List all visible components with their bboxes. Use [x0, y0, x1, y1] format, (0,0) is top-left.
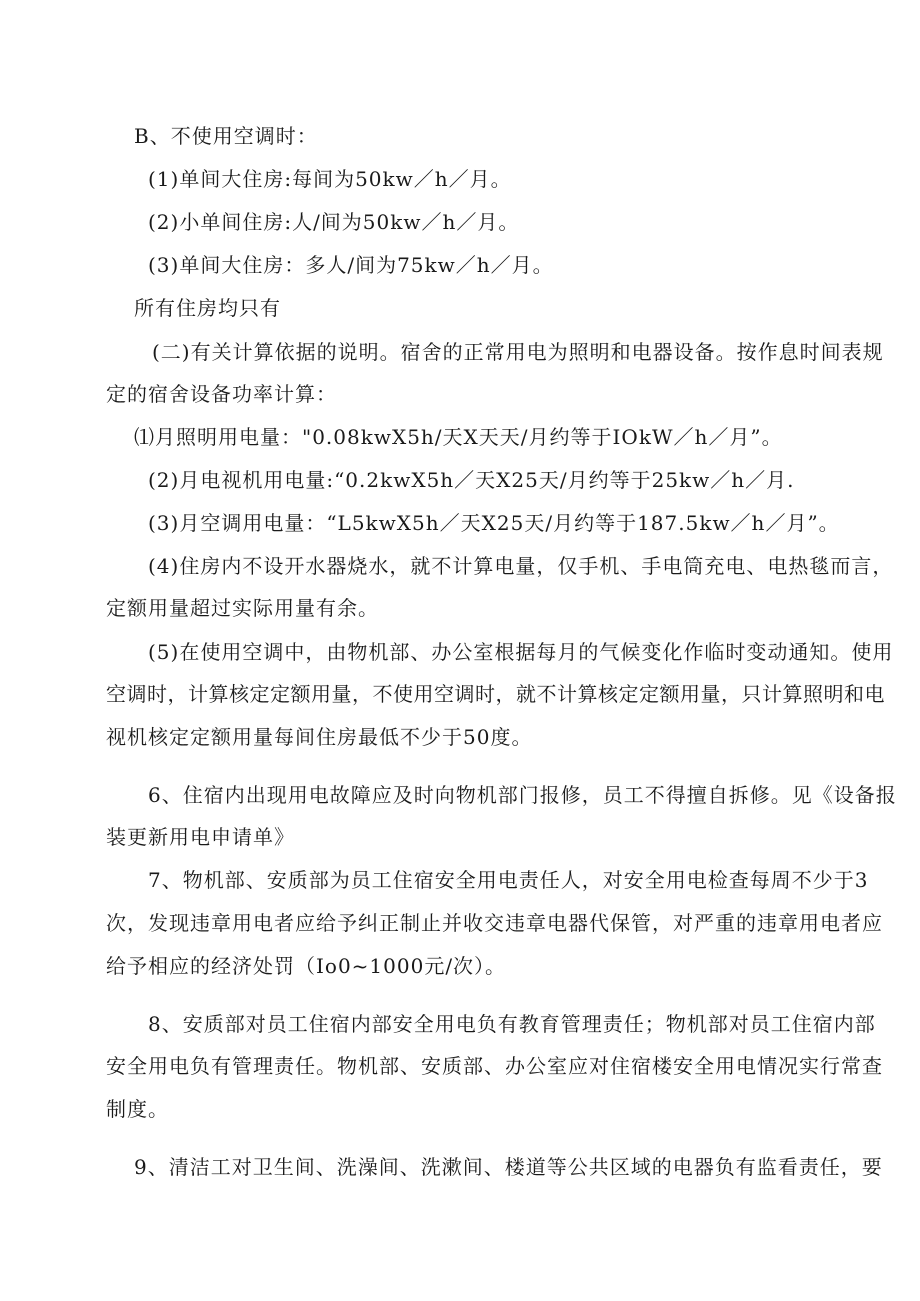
section-two-item-5-line-2: 空调时，计算核定定额用量，不使用空调时，就不计算核定定额用量，只计算照明和电	[106, 682, 885, 706]
clause-8-line-3: 制度。	[106, 1097, 169, 1121]
clause-8-line-1: 8、安质部对员工住宿内部安全用电负有教育管理责任；物机部对员工住宿内部	[148, 1012, 876, 1036]
section-two-item-5-line-1: (5)在使用空调中，由物机部、办公室根据每月的气候变化作临时变动通知。使用	[148, 640, 894, 664]
clause-7-line-2: 次，发现违章用电者应给予纠正制止并收交违章电器代保管，对严重的违章用电者应	[106, 911, 883, 935]
clause-9-line-1: 9、清洁工对卫生间、洗澡间、洗漱间、楼道等公共区域的电器负有监看责任，要	[134, 1155, 883, 1179]
section-b-heading: B、不使用空调时：	[134, 124, 318, 148]
section-two-item-3: (3)月空调用电量：“L5kwX5h／天X25天/月约等于187.5kw／h／月”。	[148, 511, 840, 535]
section-two-intro-line-1: (二)有关计算依据的说明。宿舍的正常用电为照明和电器设备。按作息时间表规	[152, 340, 884, 364]
section-two-item-2: (2)月电视机用电量:“0.2kwX5h／天X25天/月约等于25kw／h／月.	[148, 468, 795, 492]
section-b-item-3: (3)单间大住房：多人/间为75kw／h／月。	[148, 253, 554, 277]
clause-7-line-1: 7、物机部、安质部为员工住宿安全用电责任人，对安全用电检查每周不少于3	[148, 868, 869, 892]
section-two-intro-line-2: 定的宿舍设备功率计算：	[106, 382, 337, 406]
clause-6-line-2: 装更新用电申请单》	[106, 825, 295, 849]
clause-7-line-3: 给予相应的经济处罚（Io0~1000元/次）。	[106, 954, 507, 978]
section-two-item-5-line-3: 视机核定定额用量每间住房最低不少于50度。	[106, 725, 533, 749]
section-b-item-1: (1)单间大住房:每间为50kw／h／月。	[148, 167, 512, 191]
section-two-item-1: ⑴月照明用电量："0.08kwX5h/天X天天/月约等于IOkW／h／月”。	[134, 425, 783, 449]
section-b-note: 所有住房均只有	[134, 296, 281, 320]
section-two-item-4-line-1: (4)住房内不设开水器烧水，就不计算电量，仅手机、手电筒充电、电热毯而言，	[148, 554, 894, 578]
section-b-item-2: (2)小单间住房:人/间为50kw／h／月。	[148, 210, 520, 234]
clause-8-line-2: 安全用电负有管理责任。物机部、安质部、办公室应对住宿楼安全用电情况实行常查	[106, 1054, 883, 1078]
section-two-item-4-line-2: 定额用量超过实际用量有余。	[106, 596, 379, 620]
clause-6-line-1: 6、住宿内出现用电故障应及时向物机部门报修，员工不得擅自拆修。见《设备报	[148, 783, 897, 807]
